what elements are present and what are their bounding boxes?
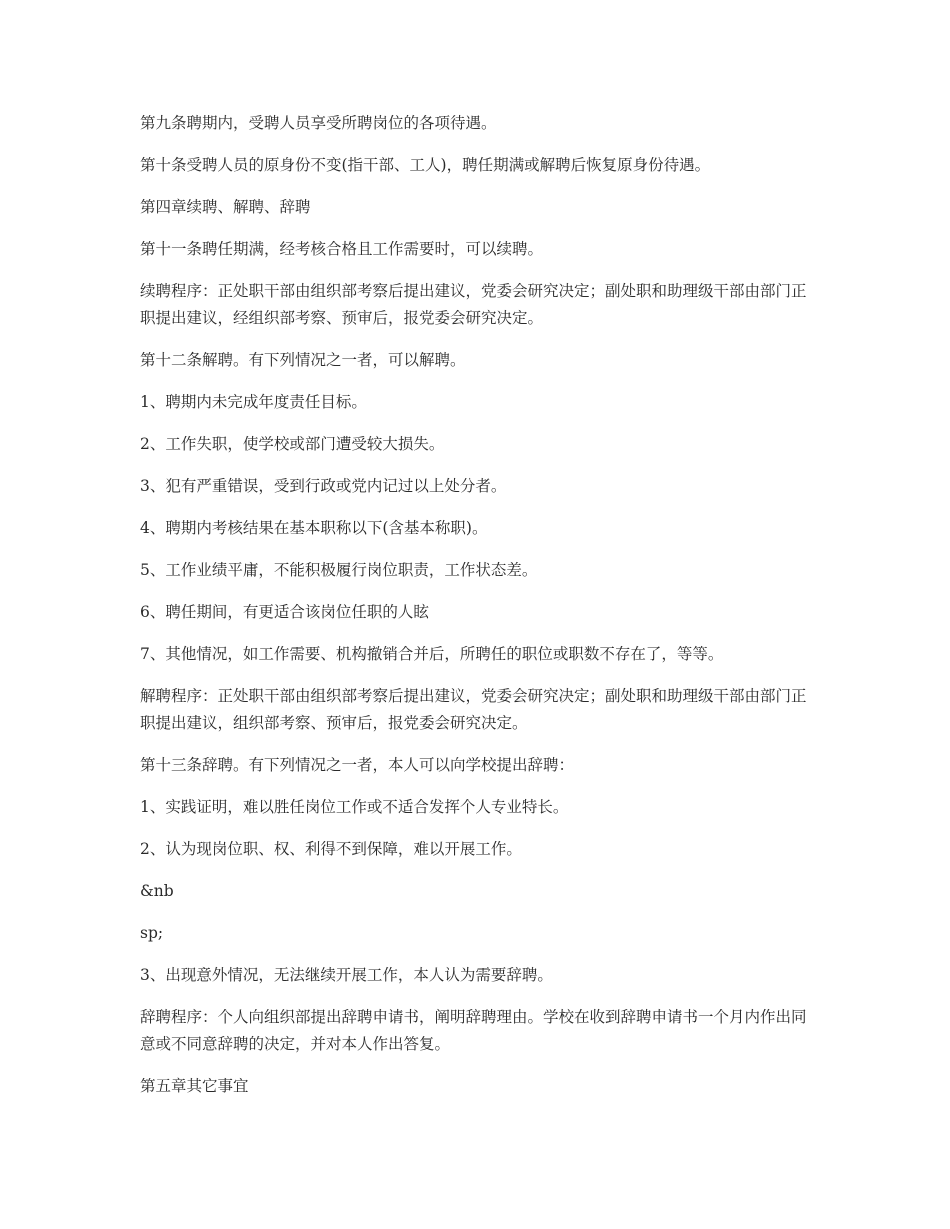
list-item-dismissal-2: 2、工作失职，使学校或部门遭受较大损失。 [140,435,445,453]
list-item-dismissal-5: 5、工作业绩平庸，不能积极履行岗位职责，工作状态差。 [140,561,538,579]
paragraph-article-13: 第十三条辞聘。有下列情况之一者，本人可以向学校提出辞聘： [140,756,575,774]
list-item-dismissal-3: 3、犯有严重错误，受到行政或党内记过以上处分者。 [140,477,507,495]
paragraph-renewal-procedure: 续聘程序：正处职干部由组织部考察后提出建议，党委会研究决定；副处职和助理级干部由部门正职提出建议，经组织部考察、预审后，报党委会研究决定。 [140,282,807,327]
chapter-heading-4: 第四章续聘、解聘、辞聘 [140,198,311,216]
list-item-dismissal-7: 7、其他情况，如工作需要、机构撤销合并后，所聘任的职位或职数不存在了，等等。 [140,645,724,663]
document-page [140,110,820,1115]
list-item-resignation-2: 2、认为现岗位职、权、利得不到保障，难以开展工作。 [140,840,522,858]
paragraph-article-9: 第九条聘期内，受聘人员享受所聘岗位的各项待遇。 [140,114,497,132]
paragraph-article-11: 第十一条聘任期满，经考核合格且工作需要时，可以续聘。 [140,240,544,258]
chapter-heading-5: 第五章其它事宜 [140,1077,249,1095]
paragraph-article-10: 第十条受聘人员的原身份不变(指干部、工人)，聘任期满或解聘后恢复原身份待遇。 [140,156,711,174]
list-item-dismissal-6: 6、聘任期间，有更适合该岗位任职的人眩 [140,603,429,621]
list-item-dismissal-4: 4、聘期内考核结果在基本职称以下(含基本称职)。 [140,519,488,537]
paragraph-dismissal-procedure: 解聘程序：正处职干部由组织部考察后提出建议，党委会研究决定；副处职和助理级干部由部门正职提出建议，组织部考察、预审后，报党委会研究决定。 [140,687,807,732]
paragraph-article-12: 第十二条解聘。有下列情况之一者，可以解聘。 [140,351,466,369]
stray-text-fragment-2: sp; [140,924,164,942]
stray-text-fragment-1: &nb [140,882,174,900]
paragraph-resignation-procedure: 辞聘程序：个人向组织部提出辞聘申请书，阐明辞聘理由。学校在收到辞聘申请书一个月内作出同意或不同意辞聘的决定，并对本人作出答复。 [140,1008,807,1053]
list-item-dismissal-1: 1、聘期内未完成年度责任目标。 [140,393,367,411]
list-item-resignation-1: 1、实践证明，难以胜任岗位工作或不适合发挥个人专业特长。 [140,798,569,816]
list-item-resignation-3: 3、出现意外情况，无法继续开展工作，本人认为需要辞聘。 [140,966,553,984]
